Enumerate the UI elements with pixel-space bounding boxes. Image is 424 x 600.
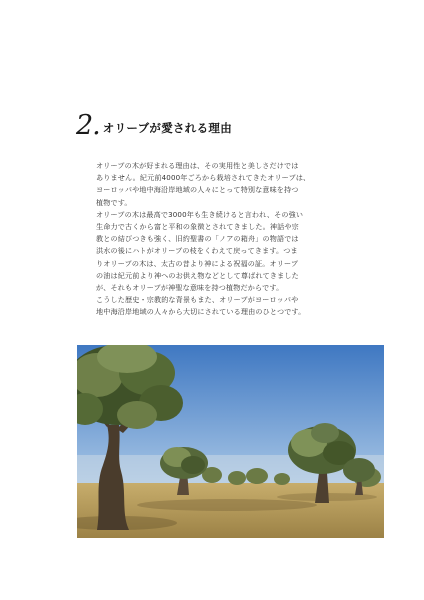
body-line: オリーブの木は最高で3000年も生き続けると言われ、その強い [96,209,304,219]
body-line: ありません。紀元前4000年ごろから栽培されてきたオリーブは、 [96,173,311,183]
section-heading [76,112,232,139]
body-line: りオリーブの木は、太古の昔より神による祝福の証。オリーブ [96,258,299,268]
body-line: ヨーロッパや地中海沿岸地域の人々にとって特別な意味を持つ [96,185,299,195]
section-number: 2. [76,110,100,141]
body-line: が、それもオリーブが神聖な意味を持つ植物だからです。 [96,283,284,293]
body-line: 洪水の後にハトがオリーブの枝をくわえて戻ってきます。つま [96,246,298,256]
body-line: 教との結びつきも強く、旧約聖書の「ノアの箱舟」の物語では [96,234,299,244]
body-line: 地中海沿岸地域の人々から大切にされている理由のひとつです。 [96,307,306,317]
ground-shadow [137,499,317,511]
body-line: オリーブの木が好まれる理由は、その実用性と美しさだけでは [96,161,299,170]
body-line: 生命力で古くから富と平和の象徴とされてきました。神話や宗 [96,222,299,232]
body-line: こうした歴史・宗教的な背景もまた、オリーブがヨーロッパや [96,295,299,305]
body-line: の油は紀元前より神へのお供え物などとして尊ばれてきました [96,270,299,280]
section-title: オリーブが愛される理由 [102,121,232,135]
body-text [96,160,364,319]
olive-grove-photo [77,345,384,538]
body-line: 植物です。 [96,197,132,207]
